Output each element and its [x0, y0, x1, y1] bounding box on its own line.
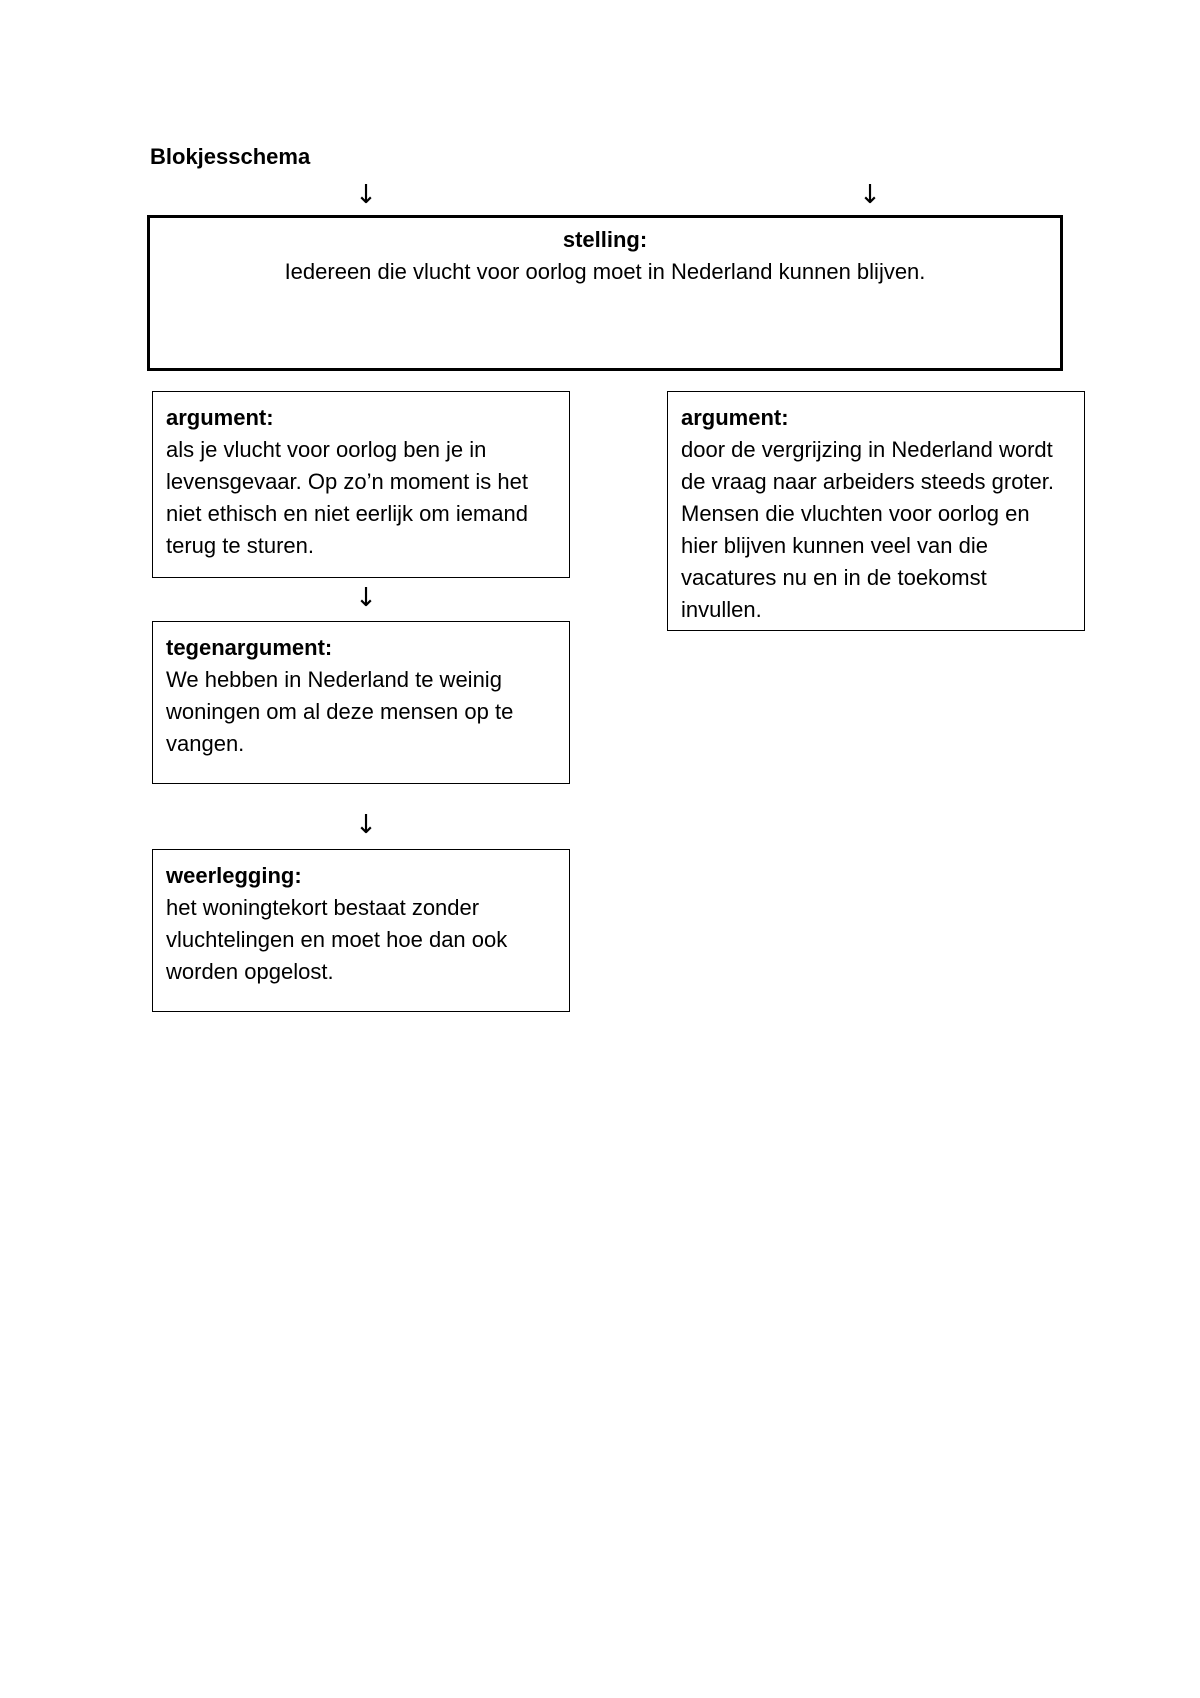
- argument-text: door de vergrijzing in Nederland wordt de vraag naar arbeiders steeds groter. Mensen die vluchten voor oorlog en hier blijven kunnen veel van die vacatures nu en in de toekomst invullen.: [681, 437, 1055, 622]
- tegenargument-text: We hebben in Nederland te weinig woningen om al deze mensen op te vangen.: [166, 667, 514, 756]
- arrow-down-icon: ↓: [355, 180, 377, 210]
- weerlegging-label: weerlegging:: [166, 863, 302, 888]
- argument-box-2: [667, 391, 1085, 631]
- arrow-down-icon: ↓: [859, 180, 881, 210]
- tegenargument-box: [152, 621, 570, 784]
- stelling-text: Iedereen die vlucht voor oorlog moet in Nederland kunnen blijven.: [284, 259, 926, 284]
- weerlegging-box: [152, 849, 570, 1012]
- arrow-down-icon: ↓: [355, 583, 377, 613]
- argument-label: argument:: [166, 405, 274, 430]
- argument-label: argument:: [681, 405, 789, 430]
- tegenargument-label: tegenargument:: [166, 635, 333, 660]
- argument-text: als je vlucht voor oorlog ben je in levensgevaar. Op zo’n moment is het niet ethisch en niet eerlijk om iemand terug te sturen.: [166, 437, 528, 558]
- stelling-box: [147, 215, 1063, 371]
- arrow-down-icon: ↓: [355, 810, 377, 840]
- stelling-label: stelling:: [562, 227, 648, 252]
- argument-box-1: [152, 391, 570, 578]
- diagram-title: Blokjesschema: [150, 144, 311, 169]
- weerlegging-text: het woningtekort bestaat zonder vluchtelingen en moet hoe dan ook worden opgelost.: [166, 895, 508, 984]
